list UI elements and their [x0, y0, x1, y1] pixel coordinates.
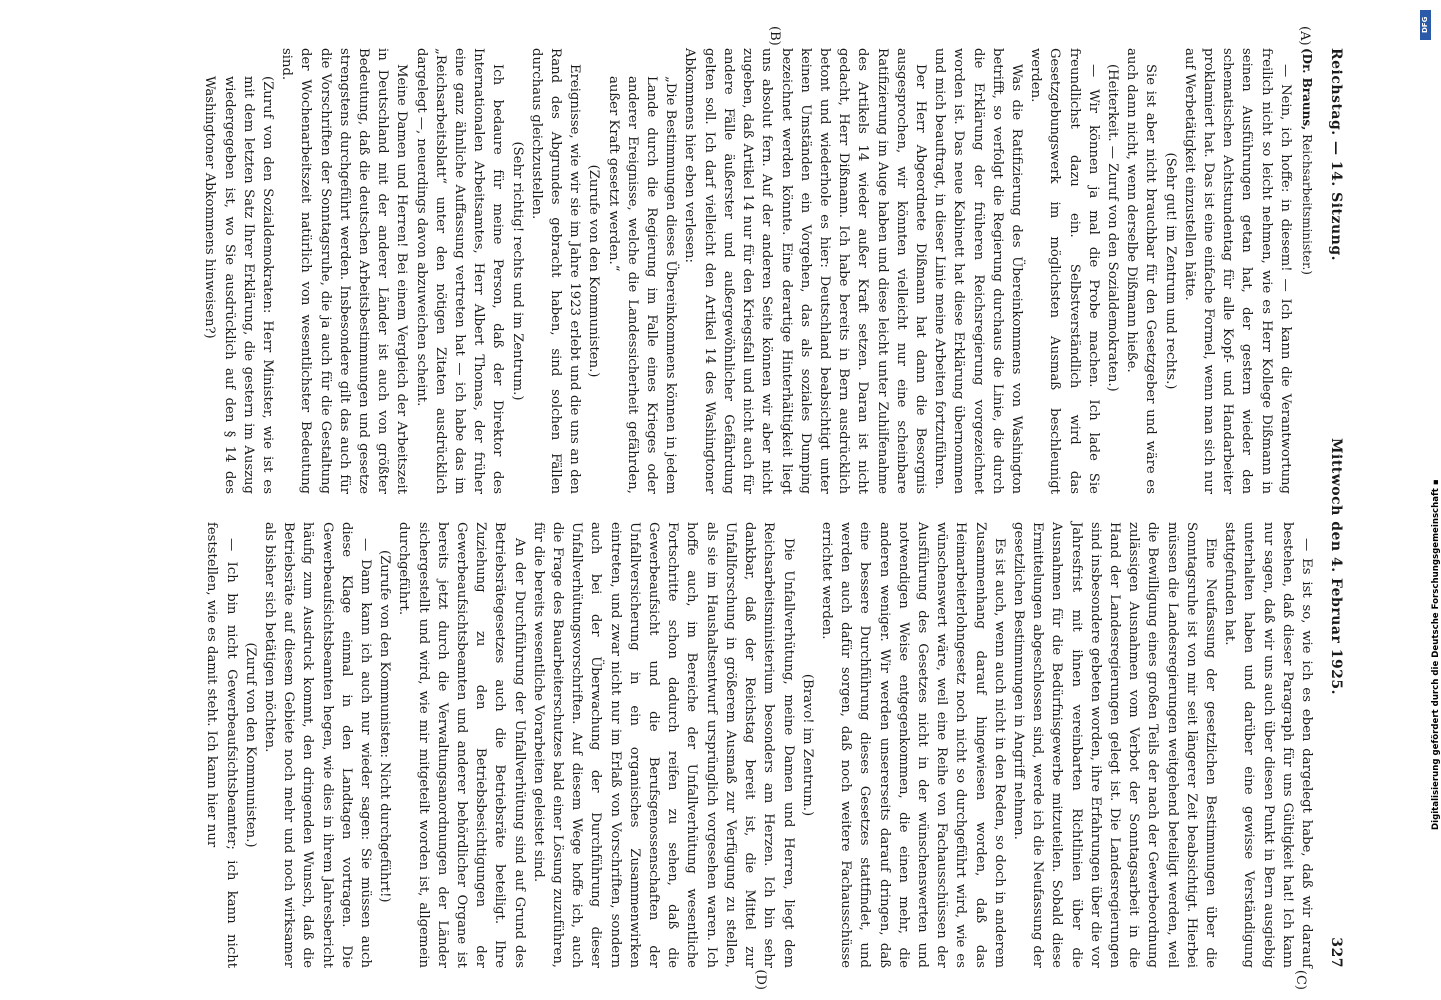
speaker-role: Reichsarbeitsminister.): [1300, 134, 1314, 275]
paragraph: „Die Bestimmungen dieses Übereinkommens können in jedem Lande durch die Regierung im Falle eines Krieges oder anderer Ereignisse, welche die Landessicherheit gefährden, außer Kraft gesetzt werden.“: [605, 76, 679, 494]
paragraph: — Ich bin nicht Gewerbeaufsichtsbeamter; ich kann nicht feststellen, wie es damit steht. Ich kann hier nur: [204, 522, 239, 968]
paragraph: (Zurufe von den Kommunisten.): [586, 164, 602, 378]
margin-marker-c: (C): [1293, 969, 1308, 990]
right-column: [136, 522, 1316, 968]
paragraph: An der Durchführung der Unfallverhütung sind auf Grund des Betriebsrätegesetzes auch die Betriebsräte beteiligt. Ihre Zuziehung zu den Betriebsbesichtigungen der Gewerbeaufsichtsbeamten und anderer behördlicher Organe ist bereits jetzt durch die Verwaltungsanordnungen der Länder sichergestellt und wird, wie mir mitgeteilt worden ist, allgemein durchgeführt.: [396, 522, 527, 968]
margin-marker-b: (B): [767, 26, 782, 46]
page-number: 327: [1328, 937, 1344, 968]
dfg-logo: DFG: [1420, 10, 1431, 40]
paragraph: (Sehr gut! im Zentrum und rechts.): [1162, 152, 1178, 390]
speaker-name: (Dr. Brauns,: [1300, 48, 1314, 131]
paragraph: Was die Ratifizierung des Übereinkommens von Washington betrifft, so verfolgt die Regierung durchaus die Linie, die durch die Erklärung der früheren Reichsregierung vorgezeichnet worden ist. Das neue Kabinett hat diese Erklärung übernommen und mich beauftragt, in dieser Linie meine Arbeiten fortzuführen.: [932, 48, 1024, 494]
paragraph: (Zuruf von den Sozialdemokraten: Herr Minister, wie ist es mit dem letzten Satz Ihrer Erklärung, die gestern im Auszug wiedergegeben ist, wo Sie ausdrücklich auf den § 14 des Washingtoner Abkommens hinweisen?): [202, 76, 276, 494]
margin-marker-a: (A): [1297, 26, 1312, 46]
paragraph: Es ist auch, wenn auch nicht in den Reden, so doch in anderem Zusammenhang darauf hingewiesen worden, daß das Heimarbeiterlohngesetz noch nicht so durchgeführt wird, wie es wünschenswert wäre, weil eine Reihe von Fachausschüssen der Ausführung des Gesetzes nicht in der wünschenswerten und notwendigen Weise entgegenkommen, die einen mehr, die anderen weniger. Wir werden unsererseits darauf dringen, daß eine bessere Durchführung dieses Gesetzes stattfindet, und werden auch dafür sorgen, daß noch weitere Fachausschüsse errichtet werden.: [818, 522, 1007, 968]
funding-note: Digitalisierung gefördert durch die Deutsche Forschungsgemeinschaft ▪: [1431, 479, 1441, 830]
paragraph: Ereignisse, wie wir sie im Jahre 1923 erlebt und die uns an den Rand des Abgrundes gebracht haben, sind solchen Fällen durchaus gleichzustellen.: [528, 48, 583, 494]
margin-marker-d: (D): [753, 969, 768, 990]
header-left: Reichstag. — 14. Sitzung.: [1328, 48, 1344, 261]
header-date: Mittwoch den 4. Februar 1925.: [1328, 438, 1344, 696]
paragraph: (Zuruf von den Kommunisten.): [242, 642, 258, 848]
left-column: [136, 48, 1316, 494]
paragraph: (Bravo! im Zentrum.): [799, 673, 815, 817]
paragraph: Die Unfallverhütung, meine Damen und Herren, liegt dem Reichsarbeitsministerium besonders am Herzen. Ich bin sehr dankbar, daß der Reichstag bereit ist, die Mittel zur Unfallforschung in größerem Ausmaß zur Verfügung zu stellen, als sie im Haushaltsentwurf ursprünglich vorgesehen waren. Ich hoffe auch, im Bereiche der Unfallverhütung wesentliche Fortschritte schon dadurch reifen zu sehen, daß die Gewerbeaufsicht und die Berufsgenossenschaften der Unfallversicherung in ein organisches Zusammenwirken eintreten, und zwar nicht nur im Erlaß von Vorschriften, sondern auch bei der Überwachung der Durchführung dieser Unfallverhütungsvorschriften. Auf diesem Wege hoffe ich, auch die Frage des Bauarbeiterschutzes bald einer Lösung zuzuführen, für die bereits wesentliche Vorarbeiten geleistet sind.: [530, 522, 796, 968]
paragraph: Eine Neufassung der gesetzlichen Bestimmungen über die Sonntagsruhe ist von mir seit längerer Zeit beabsichtigt. Hierbei müssen die Landesregierungen weitgehend beteiligt werden, weil die Bewilligung eines großen Teils der nach der Gewerbeordnung zulässigen Ausnahmen vom Verbot der Sonntagsarbeit in die Hand der Landesregierungen gelegt ist. Die Landesregierungen sind insbesondere gebeten worden, ihre Erfahrungen über die vor Jahresfrist mit ihnen vereinbarten Richtlinien über die Ausnahmen für die Bedürfnisgewerbe mitzuteilen. Sobald diese Ermittelungen abgeschlossen sind, werde ich die Neufassung der gesetzlichen Bestimmungen in Angriff nehmen.: [1010, 522, 1218, 968]
paragraph: (Heiterkeit. — Zuruf von den Sozialdemokraten.): [1104, 64, 1120, 392]
speaker-line: [1297, 48, 1316, 494]
paragraph: — Wir können ja mal die Probe machen. Ich lade Sie freundlichst dazu ein. Selbstverständlich wird das Gesetzgebungswerk im möglichsten Ausmaß beschleunigt werden.: [1028, 48, 1101, 494]
paragraph: Der Herr Abgeordnete Dißmann hat dann die Besorgnis ausgesprochen, wir könnten vielleicht nur eine scheinbare Ratifizierung im Auge haben und diese leicht unter Zuhilfenahme des Artikels 14 wieder außer Kraft setzen. Daran ist nicht gedacht, Herr Dißmann. Ich habe bereits in Bern ausdrücklich betont und wiederhole es hier: Deutschland beabsichtigt unter keinen Umständen ein Vorgehen, das als soziales Dumping bezeichnet werden könnte. Eine derartige Hinterhältigkeit liegt uns absolut fern. Auf der anderen Seite können wir aber nicht zugeben, daß Artikel 14 nur für den Kriegsfall und nicht auch für andere Fälle äußerster und außergewöhnlicher Gefährdung gelten soll. Ich darf vielleicht den Artikel 14 des Washingtoner Abkommens hier eben verlesen:: [682, 48, 928, 494]
paragraph: Ich bedaure für meine Person, daß der Direktor des Internationalen Arbeitsamtes, Herr Albert Thomas, der früher eine ganz ähnliche Auffassung vertreten hat — ich habe das im „Reichsarbeitsblatt“ unter den nötigen Zitaten ausdrücklich dargelegt —, neuerdings davon abzuweichen scheint.: [413, 48, 506, 494]
paragraph: Sie ist aber nicht brauchbar für den Gesetzgeber und wäre es auch dann nicht, wenn derselbe Dißmann hieße.: [1124, 48, 1159, 494]
paragraph: Meine Damen und Herren! Bei einem Vergleich der Arbeitszeit in Deutschland mit der anderer Länder ist auch von größter Bedeutung, daß die deutschen Arbeitsbestimmungen und gesetze strengstens durchgeführt werden. Insbesondere gilt das auch für die Vorschriften der Sonntagsruhe, die ja auch für die Gestaltung der Wochenarbeitszeit natürlich von wesentlichster Bedeutung sind.: [279, 48, 410, 494]
digitization-sidebar: [1420, 10, 1441, 990]
rotated-document-page: [118, 26, 1348, 990]
paragraph: — Es ist so, wie ich es eben dargelegt habe, daß wir darauf bestehen, daß dieser Paragraph für uns Gültigkeit hat! Ich kann nur sagen, daß wir uns auch über diesen Punkt in Bern ausgiebig unterhalten haben und darüber eine gewisse Verständigung stattgefunden hat.: [1222, 522, 1314, 968]
paragraph: — Dann kann ich auch nur wieder sagen: Sie müssen auch diese Klage einmal in den Landtagen vortragen. Die Gewerbeaufsichtsbeamten hegen, wie dies in ihrem Jahresbericht häufig zum Ausdruck kommt, den dringenden Wunsch, daß die Betriebsräte auf diesem Gebiete noch mehr und noch wirksamer als bisher sich betätigen möchten.: [262, 522, 374, 968]
paragraph: (Sehr richtig! rechts und im Zentrum.): [509, 141, 525, 401]
paragraph: (Zurufe von den Kommunisten: Nicht durchgeführt!): [377, 550, 393, 903]
page-header: [1322, 48, 1348, 968]
paragraph: — Nein, ich hoffe: in diesem! — Ich kann die Verantwortung freilich nicht so leicht nehmen, wie es Herr Kollege Dißmann in seinen Ausführungen getan hat, der gestern wieder den schematischen Achtstundentag für alle Kopf- und Handarbeiter proklamiert hat. Das ist eine einfache Formel, wenn man sich nur auf Werbetätigkeit einzustellen hätte.: [1181, 48, 1293, 494]
